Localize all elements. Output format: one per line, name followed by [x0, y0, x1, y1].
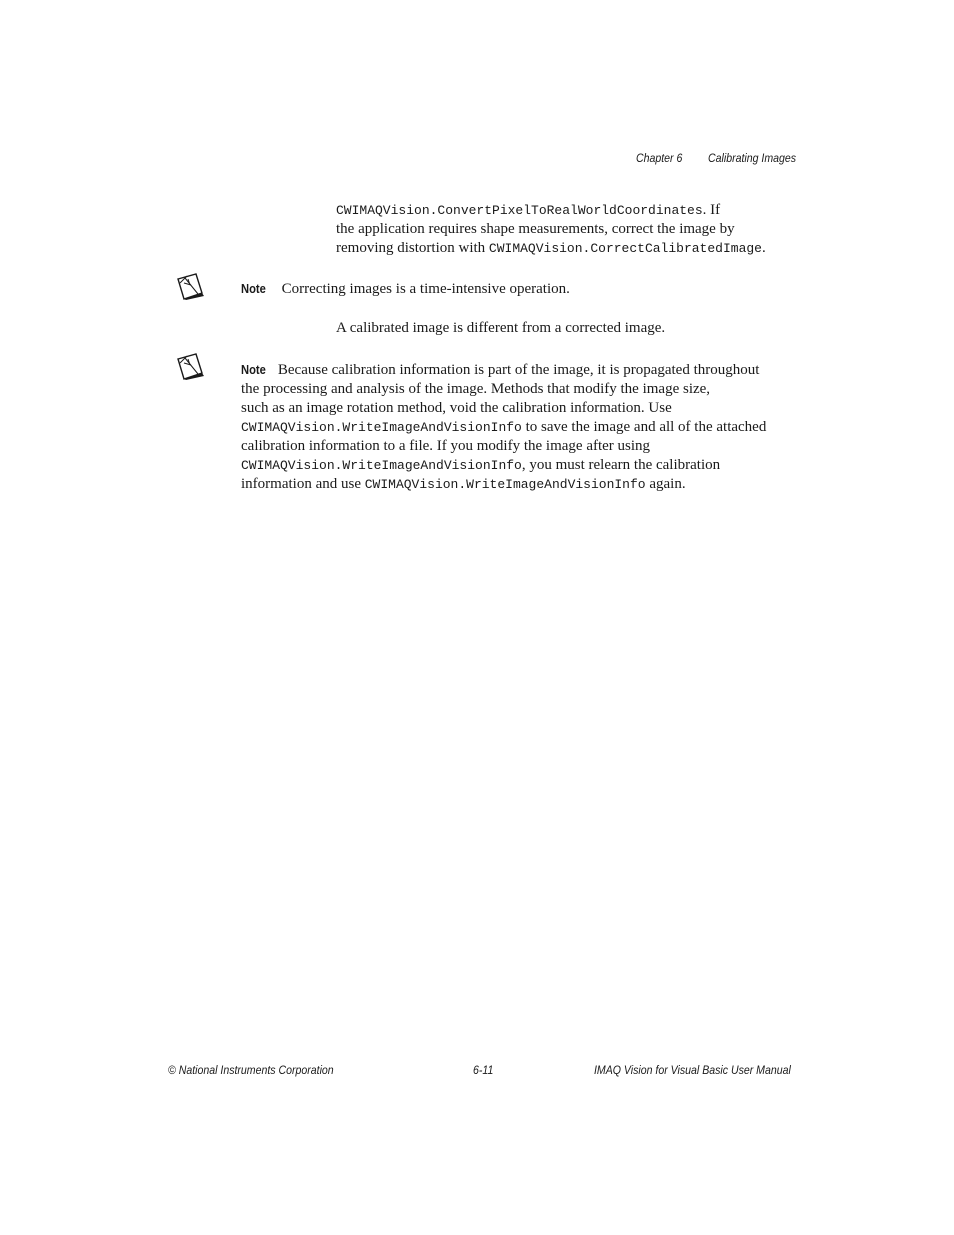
code-convert-pixel: CWIMAQVision.ConvertPixelToRealWorldCoordinates [336, 203, 703, 218]
continued-paragraph [336, 201, 766, 258]
note-2-text-1: Because calibration information is part of the image, it is propagated throughout [277, 362, 760, 378]
footer-manual-title: IMAQ Vision for Visual Basic User Manual [594, 1063, 791, 1077]
note-2-line-5: calibration information to a file. If you modify the image after using [241, 438, 651, 454]
footer-page-number: 6-11 [473, 1063, 494, 1077]
note-2-text-7b: again. [645, 476, 686, 492]
continued-line-3 [336, 239, 766, 258]
footer-copyright: © National Instruments Corporation [168, 1063, 334, 1077]
continued-line-2: the application requires shape measurements, correct the image by [336, 221, 735, 237]
note-pad-icon [176, 353, 206, 381]
note-1-text: Correcting images is a time-intensive operation. [281, 281, 570, 297]
note-2 [241, 360, 766, 494]
code-write-image-2: CWIMAQVision.WriteImageAndVisionInfo [241, 458, 522, 473]
note-2-line-1 [241, 360, 766, 380]
continued-text-3: removing distortion with [336, 240, 489, 256]
note-1 [241, 279, 570, 299]
continued-text-1: . If [702, 202, 721, 218]
header-section: Calibrating Images [708, 151, 797, 165]
note-2-line-6 [241, 456, 766, 475]
note-label: Note [241, 362, 266, 377]
code-write-image-3: CWIMAQVision.WriteImageAndVisionInfo [364, 477, 646, 492]
note-pad-icon [176, 273, 206, 301]
note-label: Note [241, 281, 266, 296]
note-2-text-4: to save the image and all of the attached [521, 419, 767, 435]
note-2-line-4 [241, 418, 766, 437]
note-2-line-3: such as an image rotation method, void the calibration information. Use [241, 400, 672, 416]
note-2-text-7a: information and use [241, 476, 365, 492]
note-2-line-7 [241, 475, 766, 494]
header-chapter: Chapter 6 [636, 151, 683, 165]
note-2-line-2: the processing and analysis of the image. Methods that modify the image size, [241, 381, 711, 397]
code-write-image-1: CWIMAQVision.WriteImageAndVisionInfo [241, 420, 522, 435]
note-2-text-6: , you must relearn the calibration [521, 457, 721, 473]
continued-text-4: . [761, 240, 766, 256]
paragraph-calibrated-vs-corrected: A calibrated image is different from a corrected image. [336, 320, 666, 336]
code-correct-calibrated: CWIMAQVision.CorrectCalibratedImage [488, 241, 762, 256]
continued-line-1 [336, 201, 766, 220]
